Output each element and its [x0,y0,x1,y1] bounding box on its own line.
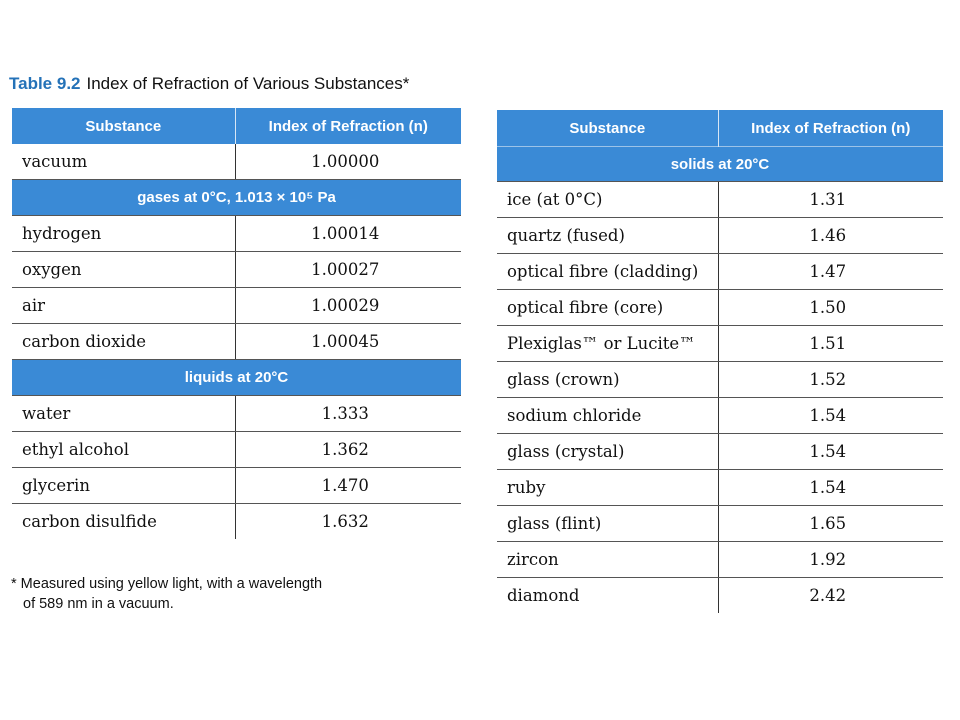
table-title: Index of Refraction of Various Substances* [86,74,410,93]
index-cell: 1.362 [235,432,461,468]
index-cell: 1.00045 [235,324,461,360]
index-cell: 1.54 [718,434,943,470]
substance-cell: vacuum [12,144,235,180]
column-header-substance: Substance [12,108,235,144]
index-cell: 1.92 [718,542,943,578]
table-row [497,218,943,254]
table-row [12,396,461,432]
table-row [497,290,943,326]
table-row [497,542,943,578]
substance-cell: zircon [497,542,718,578]
table-row [497,326,943,362]
table-row [12,252,461,288]
table-row [497,434,943,470]
substance-cell: carbon dioxide [12,324,235,360]
table-row [497,182,943,218]
substance-cell: glass (crown) [497,362,718,398]
footnote [11,574,322,614]
index-cell: 1.50 [718,290,943,326]
table-row [12,144,461,180]
column-header-index: Index of Refraction (n) [235,108,461,144]
header-row [12,108,461,144]
group-label-liquids: liquids at 20°C [12,360,461,396]
index-cell: 2.42 [809,586,847,605]
substance-cell: ethyl alcohol [12,432,235,468]
group-label-solids: solids at 20°C [497,147,943,182]
substance-cell: oxygen [12,252,235,288]
index-cell: 1.54 [718,398,943,434]
table-row [497,398,943,434]
substance-cell: optical fibre (core) [497,290,718,326]
footnote-line-2: of 589 nm in a vacuum. [23,596,174,612]
group-header-gases [12,180,461,216]
index-cell: 1.51 [718,326,943,362]
substance-cell: diamond [497,578,718,614]
table-row [12,288,461,324]
index-cell: 1.00000 [235,144,461,180]
group-header-solids [497,147,943,182]
index-cell: 1.333 [235,396,461,432]
header-row [497,110,943,147]
index-cell: 1.632 [321,512,369,531]
table-row [12,216,461,252]
substance-cell: quartz (fused) [497,218,718,254]
column-header-index: Index of Refraction (n) [718,110,943,147]
index-cell: 1.31 [718,182,943,218]
substance-cell: air [12,288,235,324]
substance-cell: ruby [497,470,718,506]
table-row [12,504,461,540]
substance-cell: glass (flint) [497,506,718,542]
substance-cell: glycerin [12,468,235,504]
index-cell: 1.00014 [235,216,461,252]
substance-cell: glass (crystal) [497,434,718,470]
table-row [12,324,461,360]
table-row [12,432,461,468]
table-row [497,506,943,542]
index-cell: 1.54 [718,470,943,506]
column-header-substance: Substance [497,110,718,147]
table-row [497,470,943,506]
substance-cell: ice (at 0°C) [497,182,718,218]
table-number: Table 9.2 [9,74,81,93]
index-cell: 1.65 [718,506,943,542]
index-cell: 1.470 [235,468,461,504]
refraction-table-right [497,110,943,613]
table-row [497,578,943,614]
group-header-liquids [12,360,461,396]
index-cell: 1.00029 [235,288,461,324]
table-caption [9,74,409,94]
group-label-gases: gases at 0°C, 1.013 × 10⁵ Pa [12,180,461,216]
footnote-line-1: * Measured using yellow light, with a wavelength [11,576,323,592]
substance-cell: optical fibre (cladding) [497,254,718,290]
substance-cell: carbon disulfide [12,504,235,540]
index-cell: 1.47 [718,254,943,290]
index-cell: 1.00027 [235,252,461,288]
substance-cell: Plexiglas™ or Lucite™ [497,326,718,362]
index-cell: 1.46 [718,218,943,254]
substance-cell: water [12,396,235,432]
substance-cell: sodium chloride [497,398,718,434]
refraction-table-left [12,108,461,539]
table-row [12,468,461,504]
substance-cell: hydrogen [12,216,235,252]
index-cell: 1.52 [718,362,943,398]
table-row [497,254,943,290]
table-row [497,362,943,398]
